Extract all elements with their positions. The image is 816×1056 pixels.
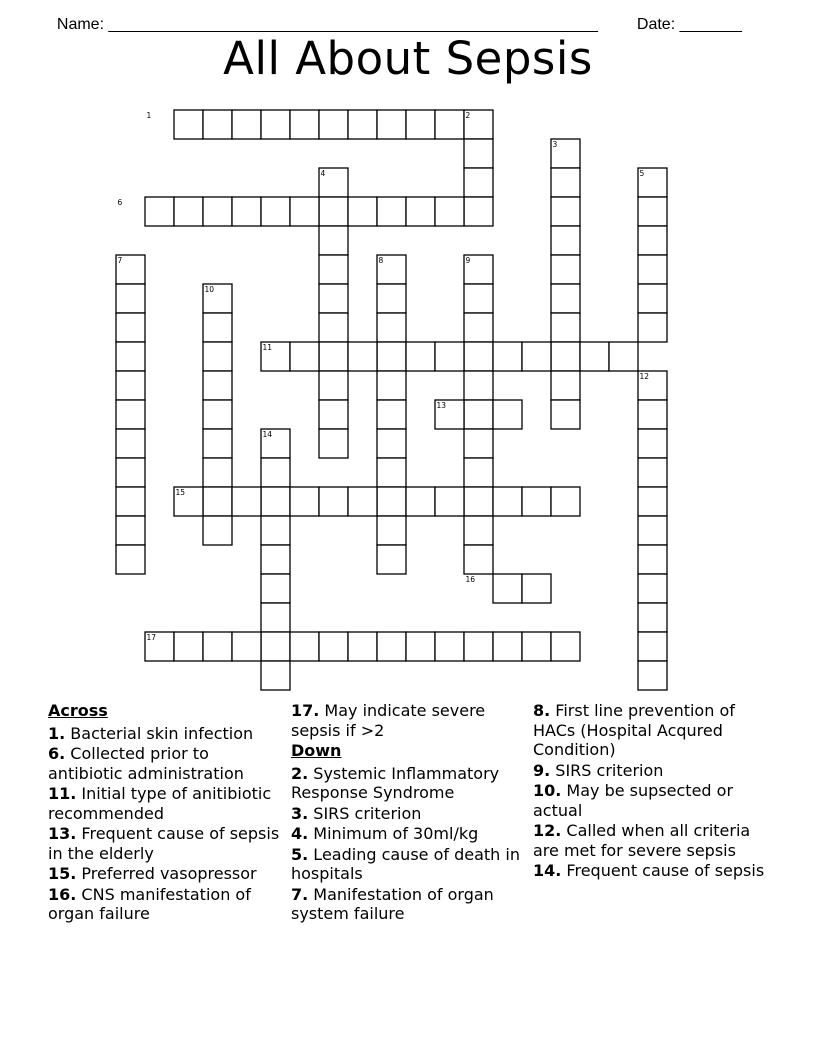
clue-number: 10.	[533, 781, 562, 800]
clue-number: 7.	[291, 884, 309, 904]
grid-cell[interactable]	[203, 313, 232, 342]
clues-column-3	[533, 701, 773, 882]
grid-cell[interactable]	[232, 110, 261, 139]
grid-cell[interactable]	[464, 487, 493, 516]
grid-cell[interactable]	[638, 197, 667, 226]
clue-number-label: 6	[117, 198, 123, 207]
grid-cell[interactable]	[377, 458, 406, 487]
clue-number: 17.	[291, 701, 320, 720]
grid-cell[interactable]	[116, 371, 145, 400]
clue-text: Minimum of 30ml/kg	[308, 824, 479, 843]
grid-cell[interactable]	[551, 284, 580, 313]
grid-cell[interactable]	[290, 110, 319, 139]
grid-cell[interactable]	[319, 255, 348, 284]
clue-number: 8.	[533, 701, 551, 720]
grid-cell[interactable]	[377, 371, 406, 400]
grid-cell[interactable]	[551, 400, 580, 429]
down-clue	[533, 701, 773, 760]
grid-cell[interactable]	[435, 197, 464, 226]
clue-number: 5.	[291, 844, 309, 864]
grid-cell[interactable]	[406, 487, 435, 516]
clue-text: Bacterial skin infection	[65, 723, 254, 743]
grid-cell[interactable]	[203, 371, 232, 400]
grid-cell[interactable]	[638, 429, 667, 458]
clue-number-label: 14	[262, 430, 273, 439]
clue-number-label: 7	[117, 256, 123, 265]
name-label: Name:	[56, 16, 109, 33]
clue-text: Collected prior to antibiotic administration	[48, 744, 244, 783]
clue-number-label: 15	[175, 488, 186, 497]
clues-column-2	[291, 701, 531, 925]
clue-text: Leading cause of death in hospitals	[291, 844, 520, 883]
grid-cell[interactable]	[261, 661, 290, 690]
clue-number-label: 1	[146, 111, 152, 120]
grid-cell[interactable]	[116, 458, 145, 487]
grid-cell[interactable]	[261, 516, 290, 545]
grid-cell[interactable]	[348, 342, 377, 371]
down-clue	[533, 821, 773, 860]
grid-cell[interactable]	[116, 400, 145, 429]
grid-cell[interactable]	[261, 110, 290, 139]
grid-cell[interactable]	[493, 574, 522, 603]
grid-cell[interactable]	[319, 342, 348, 371]
grid-cell[interactable]	[464, 545, 493, 574]
down-clue	[533, 761, 773, 781]
grid-cell[interactable]	[377, 284, 406, 313]
grid-cell[interactable]	[261, 603, 290, 632]
grid-cell[interactable]	[377, 429, 406, 458]
grid-cell[interactable]	[551, 632, 580, 661]
grid-cell[interactable]	[203, 487, 232, 516]
date-label: Date:	[636, 16, 680, 33]
grid-cell[interactable]	[551, 487, 580, 516]
grid-cell[interactable]	[261, 458, 290, 487]
grid-cell[interactable]	[435, 110, 464, 139]
grid-cell[interactable]	[261, 574, 290, 603]
grid-cell[interactable]	[174, 197, 203, 226]
grid-cell[interactable]	[203, 197, 232, 226]
down-clue	[291, 885, 531, 924]
clue-text: SIRS criterion	[550, 760, 664, 780]
grid-cell[interactable]	[406, 342, 435, 371]
grid-cell[interactable]	[319, 197, 348, 226]
grid-cell[interactable]	[435, 342, 464, 371]
clue-number: 4.	[291, 824, 309, 843]
grid-cell[interactable]	[116, 342, 145, 371]
grid-cell[interactable]	[116, 313, 145, 342]
grid-cell[interactable]	[290, 487, 319, 516]
clue-number: 2.	[291, 763, 309, 783]
grid-cell[interactable]	[638, 516, 667, 545]
grid-cell[interactable]	[145, 197, 174, 226]
grid-cell[interactable]	[116, 545, 145, 574]
across-clue	[48, 885, 288, 924]
grid-cell[interactable]	[319, 400, 348, 429]
clue-text: Called when all criteria are met for severe sepsis	[533, 821, 751, 860]
grid-cell[interactable]	[493, 632, 522, 661]
grid-cell[interactable]	[290, 342, 319, 371]
clue-text: May be supsected or actual	[533, 781, 734, 820]
grid-cell[interactable]	[377, 342, 406, 371]
grid-cell[interactable]	[203, 400, 232, 429]
grid-cell[interactable]	[580, 342, 609, 371]
grid-cell[interactable]	[464, 197, 493, 226]
grid-cell[interactable]	[493, 400, 522, 429]
grid-cell[interactable]	[464, 284, 493, 313]
grid-cell[interactable]	[319, 632, 348, 661]
clue-number-label: 4	[320, 169, 326, 178]
grid-cell[interactable]	[638, 603, 667, 632]
grid-cell[interactable]	[638, 487, 667, 516]
grid-cell[interactable]	[522, 632, 551, 661]
clue-text: First line prevention of HACs (Hospital Acqured Condition)	[533, 701, 735, 759]
grid-cell[interactable]	[377, 545, 406, 574]
grid-cell[interactable]	[377, 400, 406, 429]
clue-text: Initial type of anitibiotic recommended	[48, 784, 272, 823]
grid-cell[interactable]	[203, 458, 232, 487]
grid-cell[interactable]	[522, 342, 551, 371]
clue-number-label: 5	[639, 169, 645, 178]
grid-cell[interactable]	[261, 487, 290, 516]
clue-text: Frequent cause of sepsis in the elderly	[48, 824, 280, 863]
clue-text: CNS manifestation of organ failure	[48, 884, 251, 923]
across-heading: Across	[48, 701, 108, 720]
grid-cell[interactable]	[522, 487, 551, 516]
grid-cell[interactable]	[638, 284, 667, 313]
grid-cell[interactable]	[290, 632, 319, 661]
across-clue	[291, 701, 531, 740]
grid-cell[interactable]	[348, 487, 377, 516]
grid-cell[interactable]	[116, 487, 145, 516]
grid-cell[interactable]	[116, 284, 145, 313]
grid-cell[interactable]	[406, 197, 435, 226]
clue-text: SIRS criterion	[308, 803, 422, 823]
grid-cell[interactable]	[551, 371, 580, 400]
grid-cell[interactable]	[464, 632, 493, 661]
grid-cell[interactable]	[638, 313, 667, 342]
grid-cell[interactable]	[232, 197, 261, 226]
grid-cell[interactable]	[638, 255, 667, 284]
grid-cell[interactable]	[464, 342, 493, 371]
clue-number: 9.	[533, 760, 551, 780]
across-clue	[48, 864, 288, 884]
clue-number-label: 12	[639, 372, 650, 381]
clue-text: Manifestation of organ system failure	[291, 884, 494, 923]
grid-cell[interactable]	[319, 313, 348, 342]
grid-cell[interactable]	[493, 342, 522, 371]
down-clue	[291, 804, 531, 824]
clue-number: 15.	[48, 864, 77, 883]
down-clue	[533, 861, 773, 881]
grid-cell[interactable]	[319, 110, 348, 139]
grid-cell[interactable]	[319, 284, 348, 313]
grid-cell[interactable]	[522, 574, 551, 603]
clue-number-label: 11	[262, 343, 273, 352]
grid-cell[interactable]	[261, 632, 290, 661]
grid-cell[interactable]	[609, 342, 638, 371]
grid-cell[interactable]	[638, 545, 667, 574]
grid-cell[interactable]	[464, 313, 493, 342]
grid-cell[interactable]	[464, 400, 493, 429]
grid-cell[interactable]	[464, 139, 493, 168]
grid-cell[interactable]	[377, 632, 406, 661]
grid-cell[interactable]	[551, 168, 580, 197]
clue-number: 13.	[48, 824, 77, 843]
puzzle-title: All About Sepsis	[223, 32, 593, 85]
grid-cell[interactable]	[406, 110, 435, 139]
grid-cell[interactable]	[464, 458, 493, 487]
grid-cell[interactable]	[116, 516, 145, 545]
grid-cell[interactable]	[232, 632, 261, 661]
grid-cell[interactable]	[232, 487, 261, 516]
across-clue	[48, 784, 288, 823]
down-clue	[533, 781, 773, 820]
grid-cell[interactable]	[348, 632, 377, 661]
grid-cell[interactable]	[638, 458, 667, 487]
grid-cell[interactable]	[551, 197, 580, 226]
across-clue	[48, 744, 288, 783]
grid-cell[interactable]	[290, 197, 319, 226]
clue-number: 14.	[533, 861, 562, 880]
grid-cell[interactable]	[551, 313, 580, 342]
grid-cell[interactable]	[319, 371, 348, 400]
grid-cell[interactable]	[261, 545, 290, 574]
clue-text: Frequent cause of sepsis	[561, 861, 765, 880]
grid-cell[interactable]	[464, 371, 493, 400]
clue-number: 11.	[48, 784, 77, 803]
clue-number-label: 13	[436, 401, 447, 410]
clue-number-label: 9	[465, 256, 471, 265]
down-clue	[291, 764, 531, 803]
grid-cell[interactable]	[377, 313, 406, 342]
grid-cell[interactable]	[203, 632, 232, 661]
clue-number-label: 8	[378, 256, 384, 265]
grid-cell[interactable]	[319, 226, 348, 255]
clues-column-1	[48, 701, 288, 925]
clue-text: May indicate severe sepsis if >2	[291, 701, 486, 740]
clue-number-label: 17	[146, 633, 157, 642]
grid-cell[interactable]	[435, 487, 464, 516]
clue-text: Preferred vasopressor	[76, 864, 257, 883]
date-line: _______	[679, 16, 742, 33]
grid-cell[interactable]	[551, 255, 580, 284]
grid-cell[interactable]	[638, 226, 667, 255]
clue-number-label: 2	[465, 111, 471, 120]
grid-cell[interactable]	[551, 226, 580, 255]
grid-cell[interactable]	[493, 487, 522, 516]
grid-cell[interactable]	[464, 168, 493, 197]
grid-cell[interactable]	[638, 661, 667, 690]
clue-number-label: 3	[552, 140, 558, 149]
grid-cell[interactable]	[377, 110, 406, 139]
grid-cell[interactable]	[551, 342, 580, 371]
across-clue	[48, 724, 288, 744]
grid-cell[interactable]	[203, 110, 232, 139]
grid-cell[interactable]	[348, 110, 377, 139]
grid-cell[interactable]	[638, 574, 667, 603]
grid-cell[interactable]	[319, 487, 348, 516]
clue-text: Systemic Inflammatory Response Syndrome	[291, 763, 500, 802]
down-clue	[291, 824, 531, 844]
grid-cell[interactable]	[174, 632, 203, 661]
grid-cell[interactable]	[203, 342, 232, 371]
grid-cell[interactable]	[319, 429, 348, 458]
clue-number: 3.	[291, 803, 309, 823]
grid-cell[interactable]	[261, 197, 290, 226]
name-line: _______________________________________________________	[108, 16, 598, 33]
grid-cell[interactable]	[377, 487, 406, 516]
grid-cell[interactable]	[377, 516, 406, 545]
clue-number-label: 16	[465, 575, 476, 584]
grid-cell[interactable]	[174, 110, 203, 139]
grid-cell[interactable]	[203, 516, 232, 545]
grid-cell[interactable]	[348, 197, 377, 226]
across-clue	[48, 824, 288, 863]
grid-cell[interactable]	[377, 197, 406, 226]
clue-number-label: 10	[204, 285, 215, 294]
grid-cell[interactable]	[464, 516, 493, 545]
grid-cell[interactable]	[203, 429, 232, 458]
clue-number: 12.	[533, 821, 562, 840]
grid-cell[interactable]	[638, 400, 667, 429]
grid-cell[interactable]	[406, 632, 435, 661]
grid-cell[interactable]	[435, 632, 464, 661]
grid-cell[interactable]	[464, 429, 493, 458]
clue-number: 1.	[48, 723, 66, 743]
grid-cell[interactable]	[638, 632, 667, 661]
grid-cell[interactable]	[116, 429, 145, 458]
down-clue	[291, 845, 531, 884]
clue-number: 6.	[48, 744, 66, 763]
down-heading: Down	[291, 741, 342, 760]
clue-number: 16.	[48, 884, 77, 904]
